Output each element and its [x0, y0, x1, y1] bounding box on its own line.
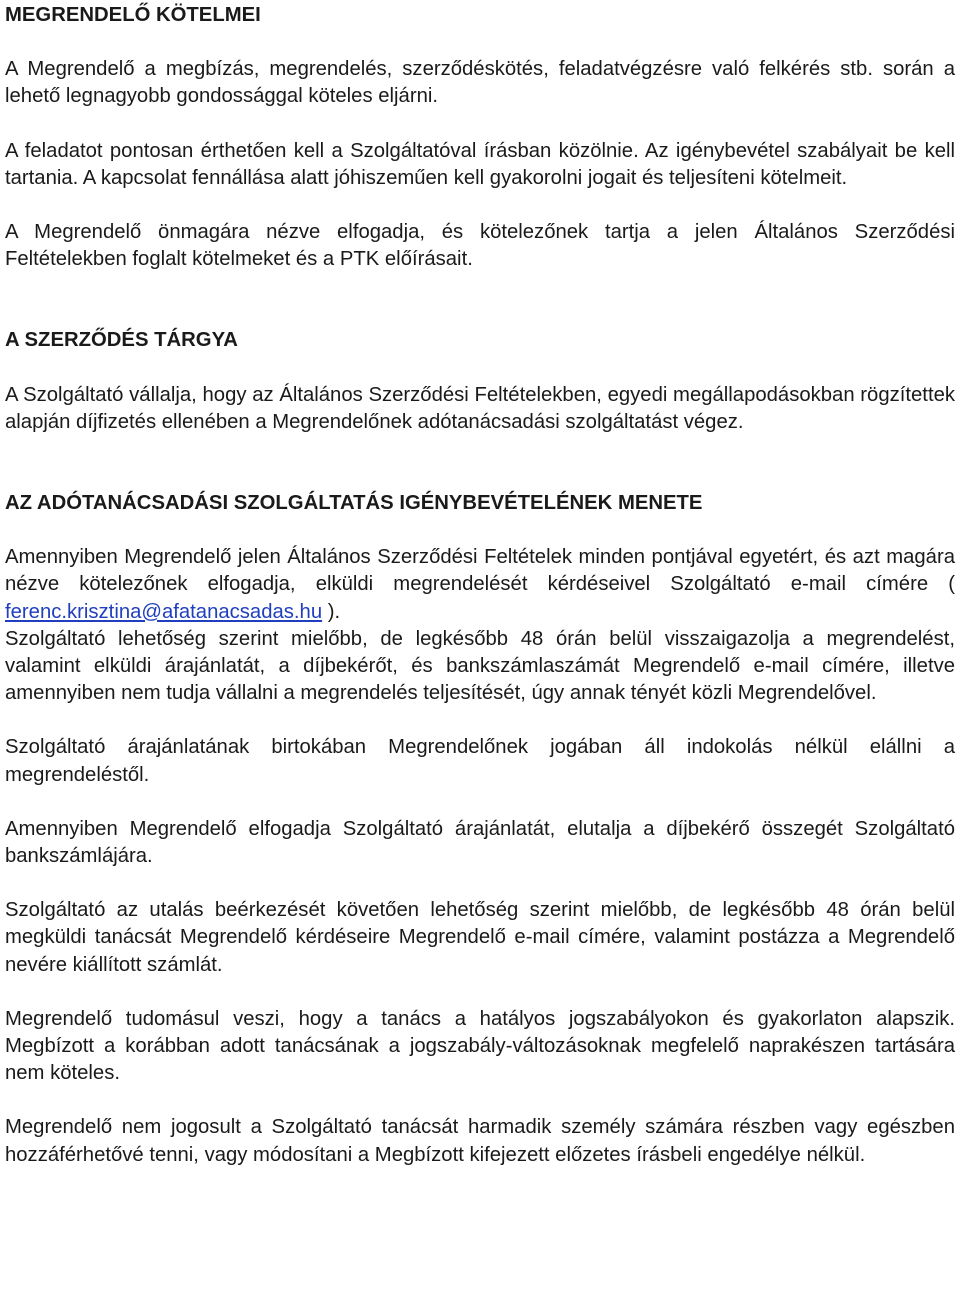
section-title-szerzodes-targya: A SZERZŐDÉS TÁRGYA: [5, 329, 238, 352]
paragraph-text: ).: [322, 600, 341, 623]
paragraph: Szolgáltató árajánlatának birtokában Megrendelőnek jogában áll indokolás nélkül elállni a megrendeléstől.: [5, 736, 955, 786]
section-title-igenybevetel-menete: AZ ADÓTANÁCSADÁSI SZOLGÁLTATÁS IGÉNYBEVÉTELÉNEK MENETE: [5, 492, 703, 515]
paragraph: A Megrendelő önmagára nézve elfogadja, és kötelezőnek tartja a jelen Általános Szerződési Feltételekben foglalt kötelmeket és a PTK előírásait.: [5, 221, 955, 271]
paragraph: A feladatot pontosan érthetően kell a Szolgáltatóval írásban közölnie. Az igénybevétel szabályait be kell tartania. A kapcsolat fennállása alatt jóhiszeműen kell gyakorolni jogait és teljesíteni kötelmeit.: [5, 139, 955, 189]
paragraph: Megrendelő nem jogosult a Szolgáltató tanácsát harmadik személy számára részben vagy egészben hozzáférhetővé tenni, vagy módosítani a Megbízott kifejezett előzetes írásbeli engedélye nélkül.: [5, 1116, 955, 1166]
paragraph: Szolgáltató az utalás beérkezését követően lehetőség szerint mielőbb, de legkésőbb 48 órán belül megküldi tanácsát Megrendelő kérdéseire Megrendelő e-mail címére, valamint postázza a Megrendelő nevére kiállított számlát.: [5, 899, 955, 976]
paragraph: Szolgáltató lehetőség szerint mielőbb, de legkésőbb 48 órán belül visszaigazolja a megrendelést, valamint elküldi árajánlatát, a díjbekérőt, és bankszámlaszámát Megrendelő e-mail címére, illetve amennyiben nem tudja vállalni a megrendelés teljesítését, úgy annak tényét közli Megrendelővel.: [5, 627, 955, 705]
email-link[interactable]: ferenc.krisztina@afatanacsadas.hu: [5, 600, 323, 623]
paragraph: Megrendelő tudomásul veszi, hogy a tanács a hatályos jogszabályokon és gyakorlaton alapszik. Megbízott a korábban adott tanácsának a jogszabály-változásoknak megfelelő naprakészen tartására nem köteles.: [5, 1007, 955, 1085]
section-title-megrendelo-kotelmei: MEGRENDELŐ KÖTELMEI: [5, 4, 261, 26]
paragraph: A Megrendelő a megbízás, megrendelés, szerződéskötés, feladatvégzésre való felkérés stb. során a lehető legnagyobb gondossággal köteles eljárni.: [5, 58, 955, 108]
paragraph: Amennyiben Megrendelő elfogadja Szolgáltató árajánlatát, elutalja a díjbekérő összegét Szolgáltató bankszámlájára.: [5, 817, 955, 868]
paragraph-with-email: [5, 544, 955, 626]
paragraph-text: Amennyiben Megrendelő jelen Általános Szerződési Feltételek minden pontjával egyetért, és azt magára nézve kötelezőnek elfogadja, elküldi megrendelését kérdéseivel Szolgáltató e-mail címére (: [5, 546, 955, 596]
paragraph: A Szolgáltató vállalja, hogy az Általános Szerződési Feltételekben, egyedi megállapodásokban rögzítettek alapján díjfizetés ellenében a Megrendelőnek adótanácsadási szolgáltatást végez.: [5, 383, 955, 433]
